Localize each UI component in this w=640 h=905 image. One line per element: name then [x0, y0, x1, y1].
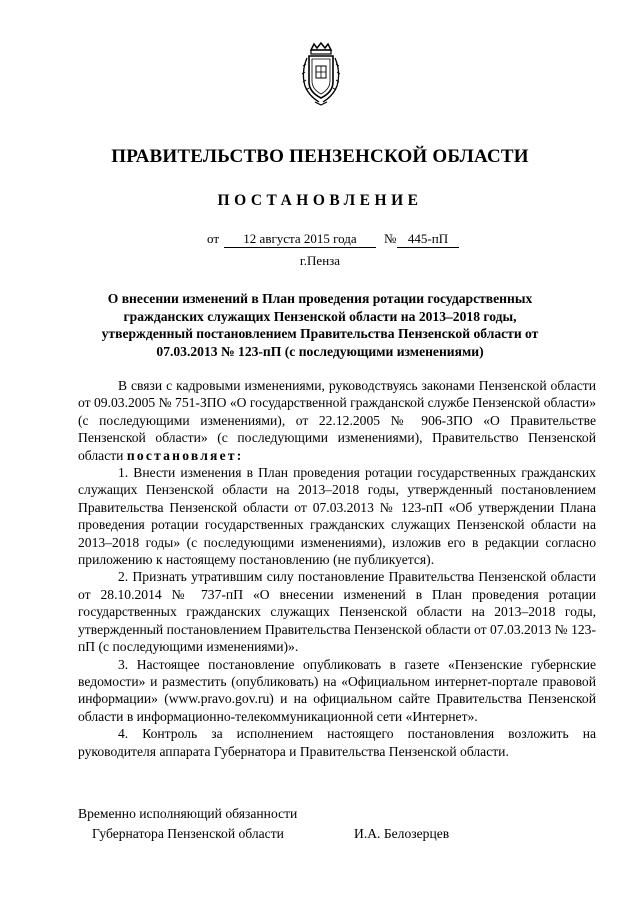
signatory-position-line1: Временно исполняющий обязанности: [78, 806, 298, 821]
city: г.Пенза: [299, 253, 341, 268]
item-1: 1. Внести изменения в План проведения ротации государственных гражданских служащих Пензенской области на 2013–2018 годы, утвержденный постановлением Правительства Пензенской области от 07.03.2013 № 123-пП «Об утверждении Плана проведения ротации государственных гражданских служащих Пензенской области на 2013–2018 годы» (с последующими изменениями), изложив его в редакции согласно приложению к настоящему постановлению (не публикуется).: [78, 465, 596, 568]
document-number: 445-пП: [397, 231, 459, 248]
item-4: 4. Контроль за исполнением настоящего постановления возложить на руководителя аппарата Губернатора и Правительства Пензенской области.: [78, 726, 596, 759]
item-3: 3. Настоящее постановление опубликовать в газете «Пензенские губернские ведомости» и разместить (опубликовать) на «Официальном интернет-портале правовой информации» (www.pravo.gov.ru) и на официальном сайте Правительства Пензенской области в информационно-телекоммуникационной сети «Интернет».: [78, 656, 596, 724]
signatory-position-line2: Губернатора Пензенской области: [92, 826, 284, 841]
document-date: 12 августа 2015 года: [224, 231, 376, 248]
item-2: 2. Признать утратившим силу постановление Правительства Пензенской области от 28.10.2014 № 737-пП «О внесении изменений в План проведения ротации государственных гражданских служащих Пензенской области на 2013–2018 годы, утвержденный постановлением Правительства Пензенской области от 07.03.2013 № 123-пП (с последующими изменениями)».: [78, 569, 596, 655]
document-body: [78, 377, 596, 760]
coat-of-arms-emblem: [297, 42, 345, 106]
preamble-paragraph: [78, 377, 596, 464]
document-type: ПОСТАНОВЛЕНИЕ: [217, 192, 423, 209]
document-subject: О внесении изменений в План проведения ротации государственных гражданских служащих Пензенской области на 2013–2018 годы, утвержденный постановлением Правительства Пензенской области от 07.03.2013 № 123-пП (с последующими изменениями): [101, 291, 539, 359]
government-title: ПРАВИТЕЛЬСТВО ПЕНЗЕНСКОЙ ОБЛАСТИ: [111, 146, 529, 167]
signatory-name: И.А. Белозерцев: [354, 826, 450, 841]
number-prefix: №: [384, 231, 397, 246]
date-prefix: от: [207, 231, 220, 246]
resolves-word: постановляет:: [126, 447, 244, 463]
preamble-text: В связи с кадровыми изменениями, руководствуясь законами Пензенской области от 09.03.2005 № 751-ЗПО «О государственной гражданской службе Пензенской области» (с последующими изменениями), от 22.12.2005 № 906-ЗПО «О Правительстве Пензенской области» (с последующими изменениями), Правительство Пензенской области: [78, 378, 596, 463]
